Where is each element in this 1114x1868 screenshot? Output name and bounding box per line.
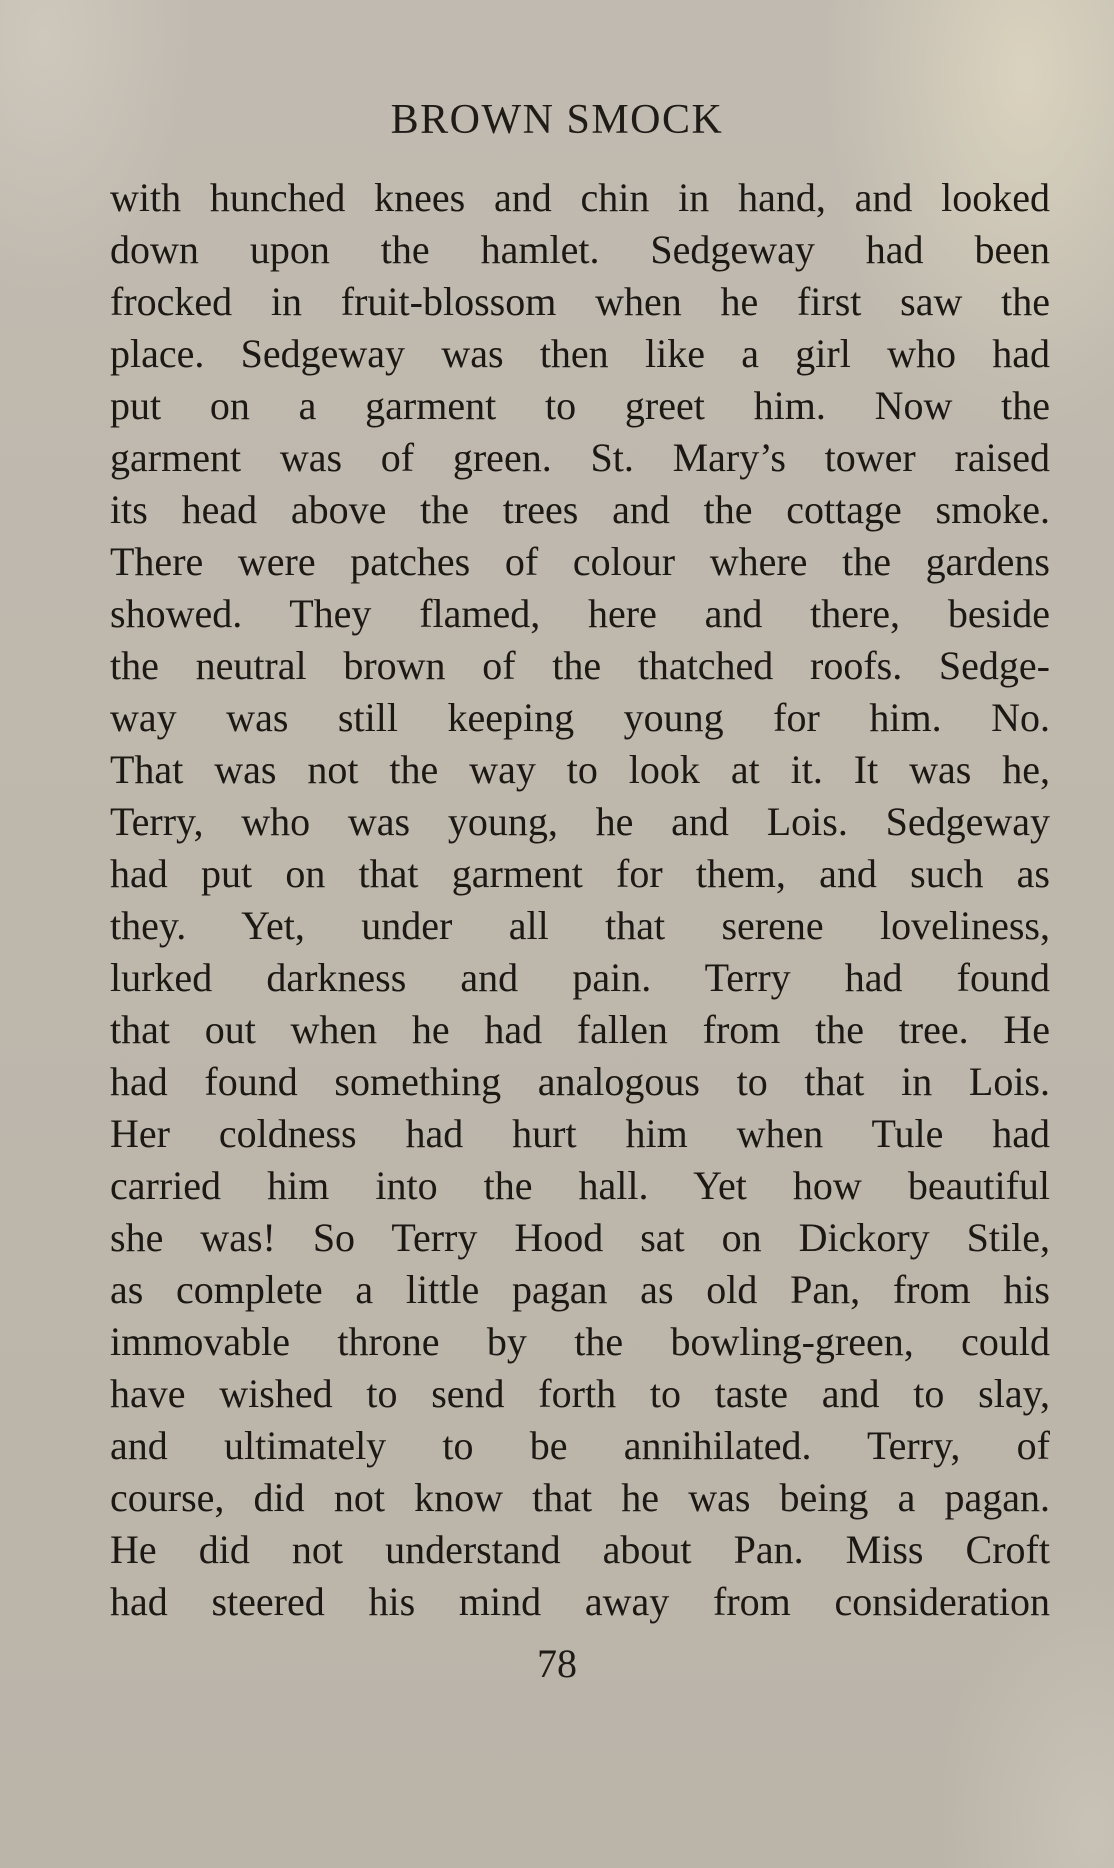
body-text — [110, 172, 1050, 1628]
text-line: lurked darkness and pain. Terry had found — [110, 955, 1050, 1000]
text-line: garment was of green. St. Mary’s tower raised — [110, 435, 1050, 480]
text-line: That was not the way to look at it. It was he, — [110, 747, 1050, 792]
text-line: she was! So Terry Hood sat on Dickory Stile, — [110, 1215, 1050, 1260]
text-line: put on a garment to greet him. Now the — [110, 383, 1050, 428]
text-line: immovable throne by the bowling-green, could — [110, 1319, 1050, 1364]
text-line: have wished to send forth to taste and to slay, — [110, 1371, 1050, 1416]
text-line: showed. They flamed, here and there, beside — [110, 591, 1050, 636]
text-line: its head above the trees and the cottage smoke. — [110, 487, 1050, 532]
text-line: with hunched knees and chin in hand, and looked — [110, 175, 1050, 220]
text-line: down upon the hamlet. Sedgeway had been — [110, 227, 1050, 272]
text-line: and ultimately to be annihilated. Terry, of — [110, 1423, 1050, 1468]
text-line: carried him into the hall. Yet how beautiful — [110, 1163, 1050, 1208]
text-line: course, did not know that he was being a pagan. — [110, 1475, 1050, 1520]
page-number: 78 — [537, 1641, 577, 1686]
text-line: frocked in fruit-blossom when he first saw the — [110, 279, 1050, 324]
text-line: Terry, who was young, he and Lois. Sedgeway — [110, 799, 1050, 844]
text-line: way was still keeping young for him. No. — [110, 695, 1050, 740]
text-line: had steered his mind away from consideration — [110, 1579, 1050, 1624]
text-line: they. Yet, under all that serene loveliness, — [110, 903, 1050, 948]
text-line: There were patches of colour where the gardens — [110, 539, 1050, 584]
text-line: had put on that garment for them, and such as — [110, 851, 1050, 896]
text-line: that out when he had fallen from the tree. He — [110, 1007, 1050, 1052]
text-line: Her coldness had hurt him when Tule had — [110, 1111, 1050, 1156]
text-line: had found something analogous to that in Lois. — [110, 1059, 1050, 1104]
text-line: place. Sedgeway was then like a girl who had — [110, 331, 1050, 376]
running-head: BROWN SMOCK — [390, 97, 724, 143]
text-line: as complete a little pagan as old Pan, from his — [110, 1267, 1050, 1312]
text-line: He did not understand about Pan. Miss Croft — [110, 1527, 1050, 1572]
text-line: the neutral brown of the thatched roofs. Sedge- — [110, 643, 1050, 688]
